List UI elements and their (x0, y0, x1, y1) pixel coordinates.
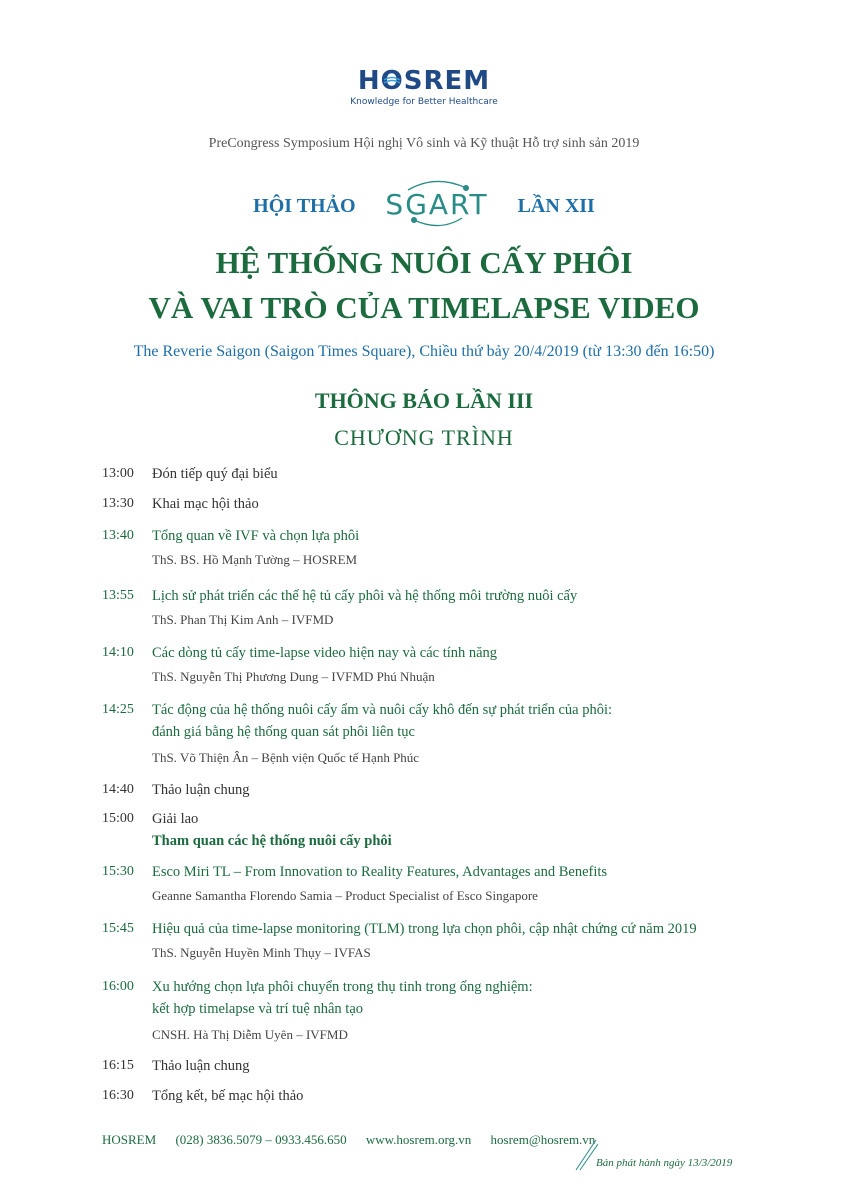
hosrem-wordmark (358, 66, 490, 96)
logo-letters-srem: SREM (403, 66, 491, 96)
event-heading (0, 176, 848, 237)
agenda-time: 16:00 (102, 979, 134, 994)
main-title-line-1: HỆ THỐNG NUÔI CẤY PHÔI (215, 245, 633, 280)
agenda-title: Tác động của hệ thống nuôi cấy ẩm và nuôi cấy khô đến sự phát triển của phôi: (152, 702, 613, 718)
agenda-time: 14:40 (102, 782, 134, 797)
agenda-time: 15:30 (102, 864, 134, 879)
agenda-time: 13:55 (102, 588, 134, 603)
program-heading: CHƯƠNG TRÌNH (334, 425, 514, 450)
footer-phone[interactable]: (028) 3836.5079 – 0933.456.650 (175, 1132, 347, 1147)
agenda-title: Tổng quan về IVF và chọn lựa phôi (152, 528, 360, 544)
agenda-time: 16:30 (102, 1088, 134, 1103)
main-title-line-2: VÀ VAI TRÒ CỦA TIMELAPSE VIDEO (148, 290, 700, 325)
decorative-slash-icon (574, 1138, 598, 1172)
footer-org: HOSREM (102, 1132, 157, 1147)
sgart-logo (374, 176, 500, 237)
logo-letter-h: H (357, 66, 381, 96)
footer-email-link[interactable]: hosrem@hosrem.vn (490, 1132, 596, 1147)
agenda-time: 13:00 (102, 466, 134, 481)
agenda-title-continued: đánh giá bằng hệ thống quan sát phôi liên tục (152, 724, 415, 740)
agenda-time: 15:45 (102, 921, 134, 936)
venue-date: The Reverie Saigon (Saigon Times Square), Chiều thứ bảy 20/4/2019 (từ 13:30 đến 16:50) (133, 343, 715, 360)
release-date: Bản phát hành ngày 13/3/2019 (596, 1157, 733, 1169)
agenda-title: Esco Miri TL – From Innovation to Reality Features, Advantages and Benefits (152, 864, 608, 880)
agenda-title: Lịch sử phát triển các thế hệ tủ cấy phôi và hệ thống môi trường nuôi cấy (152, 588, 578, 604)
footer-website-link[interactable]: www.hosrem.org.vn (365, 1132, 472, 1147)
agenda-title: Các dòng tủ cấy time-lapse video hiện nay và các tính năng (152, 645, 498, 661)
agenda-title: Tổng kết, bế mạc hội thảo (152, 1088, 304, 1104)
agenda-time: 13:40 (102, 528, 134, 543)
agenda-title-continued: kết hợp timelapse và trí tuệ nhân tạo (152, 1001, 364, 1017)
agenda-title: Xu hướng chọn lựa phôi chuyển trong thụ tinh trong ống nghiệm: (152, 979, 533, 995)
logo-tagline: Knowledge for Better Healthcare (350, 97, 498, 107)
agenda-time: 14:25 (102, 702, 134, 717)
agenda-time: 16:15 (102, 1058, 134, 1073)
agenda-title: Thảo luận chung (152, 1058, 250, 1074)
agenda-subtitle-bold: Tham quan các hệ thống nuôi cấy phôi (152, 833, 392, 849)
agenda-title: Hiệu quả của time-lapse monitoring (TLM) trong lựa chọn phôi, cập nhật chứng cứ năm 2019 (152, 921, 697, 937)
agenda-speaker: ThS. BS. Hồ Mạnh Tường – HOSREM (152, 552, 358, 567)
agenda-time: 13:30 (102, 496, 134, 511)
logo-globe-icon: O (380, 66, 404, 96)
agenda-speaker: ThS. Võ Thiện Ân – Bệnh viện Quốc tế Hạnh Phúc (152, 750, 420, 765)
footer-contact (102, 1132, 611, 1148)
agenda-speaker: ThS. Phan Thị Kim Anh – IVFMD (152, 612, 334, 627)
agenda-speaker: Geanne Samantha Florendo Samia – Product Specialist of Esco Singapore (152, 888, 538, 903)
symposium-subtitle: PreCongress Symposium Hội nghị Vô sinh và Kỹ thuật Hỗ trợ sinh sản 2019 (208, 136, 640, 151)
agenda-speaker: ThS. Nguyễn Huyền Minh Thụy – IVFAS (152, 945, 371, 960)
agenda-speaker: CNSH. Hà Thị Diễm Uyên – IVFMD (152, 1027, 348, 1042)
notice-heading: THÔNG BÁO LẦN III (314, 388, 534, 413)
agenda-title: Đón tiếp quý đại biểu (152, 466, 278, 482)
hosrem-logo (0, 66, 848, 107)
sgart-logo-graphic (374, 176, 500, 232)
agenda-time: 15:00 (102, 811, 134, 826)
event-prefix: HỘI THẢO (253, 195, 356, 217)
event-suffix: LẦN XII (517, 195, 595, 217)
agenda-title: Khai mạc hội thảo (152, 496, 259, 512)
agenda-title: Thảo luận chung (152, 782, 250, 798)
agenda-time: 14:10 (102, 645, 134, 660)
agenda-speaker: ThS. Nguyễn Thị Phương Dung – IVFMD Phú Nhuận (152, 669, 435, 684)
agenda-title: Giải lao (152, 811, 199, 827)
sgart-logo-text: SGART (385, 188, 489, 221)
